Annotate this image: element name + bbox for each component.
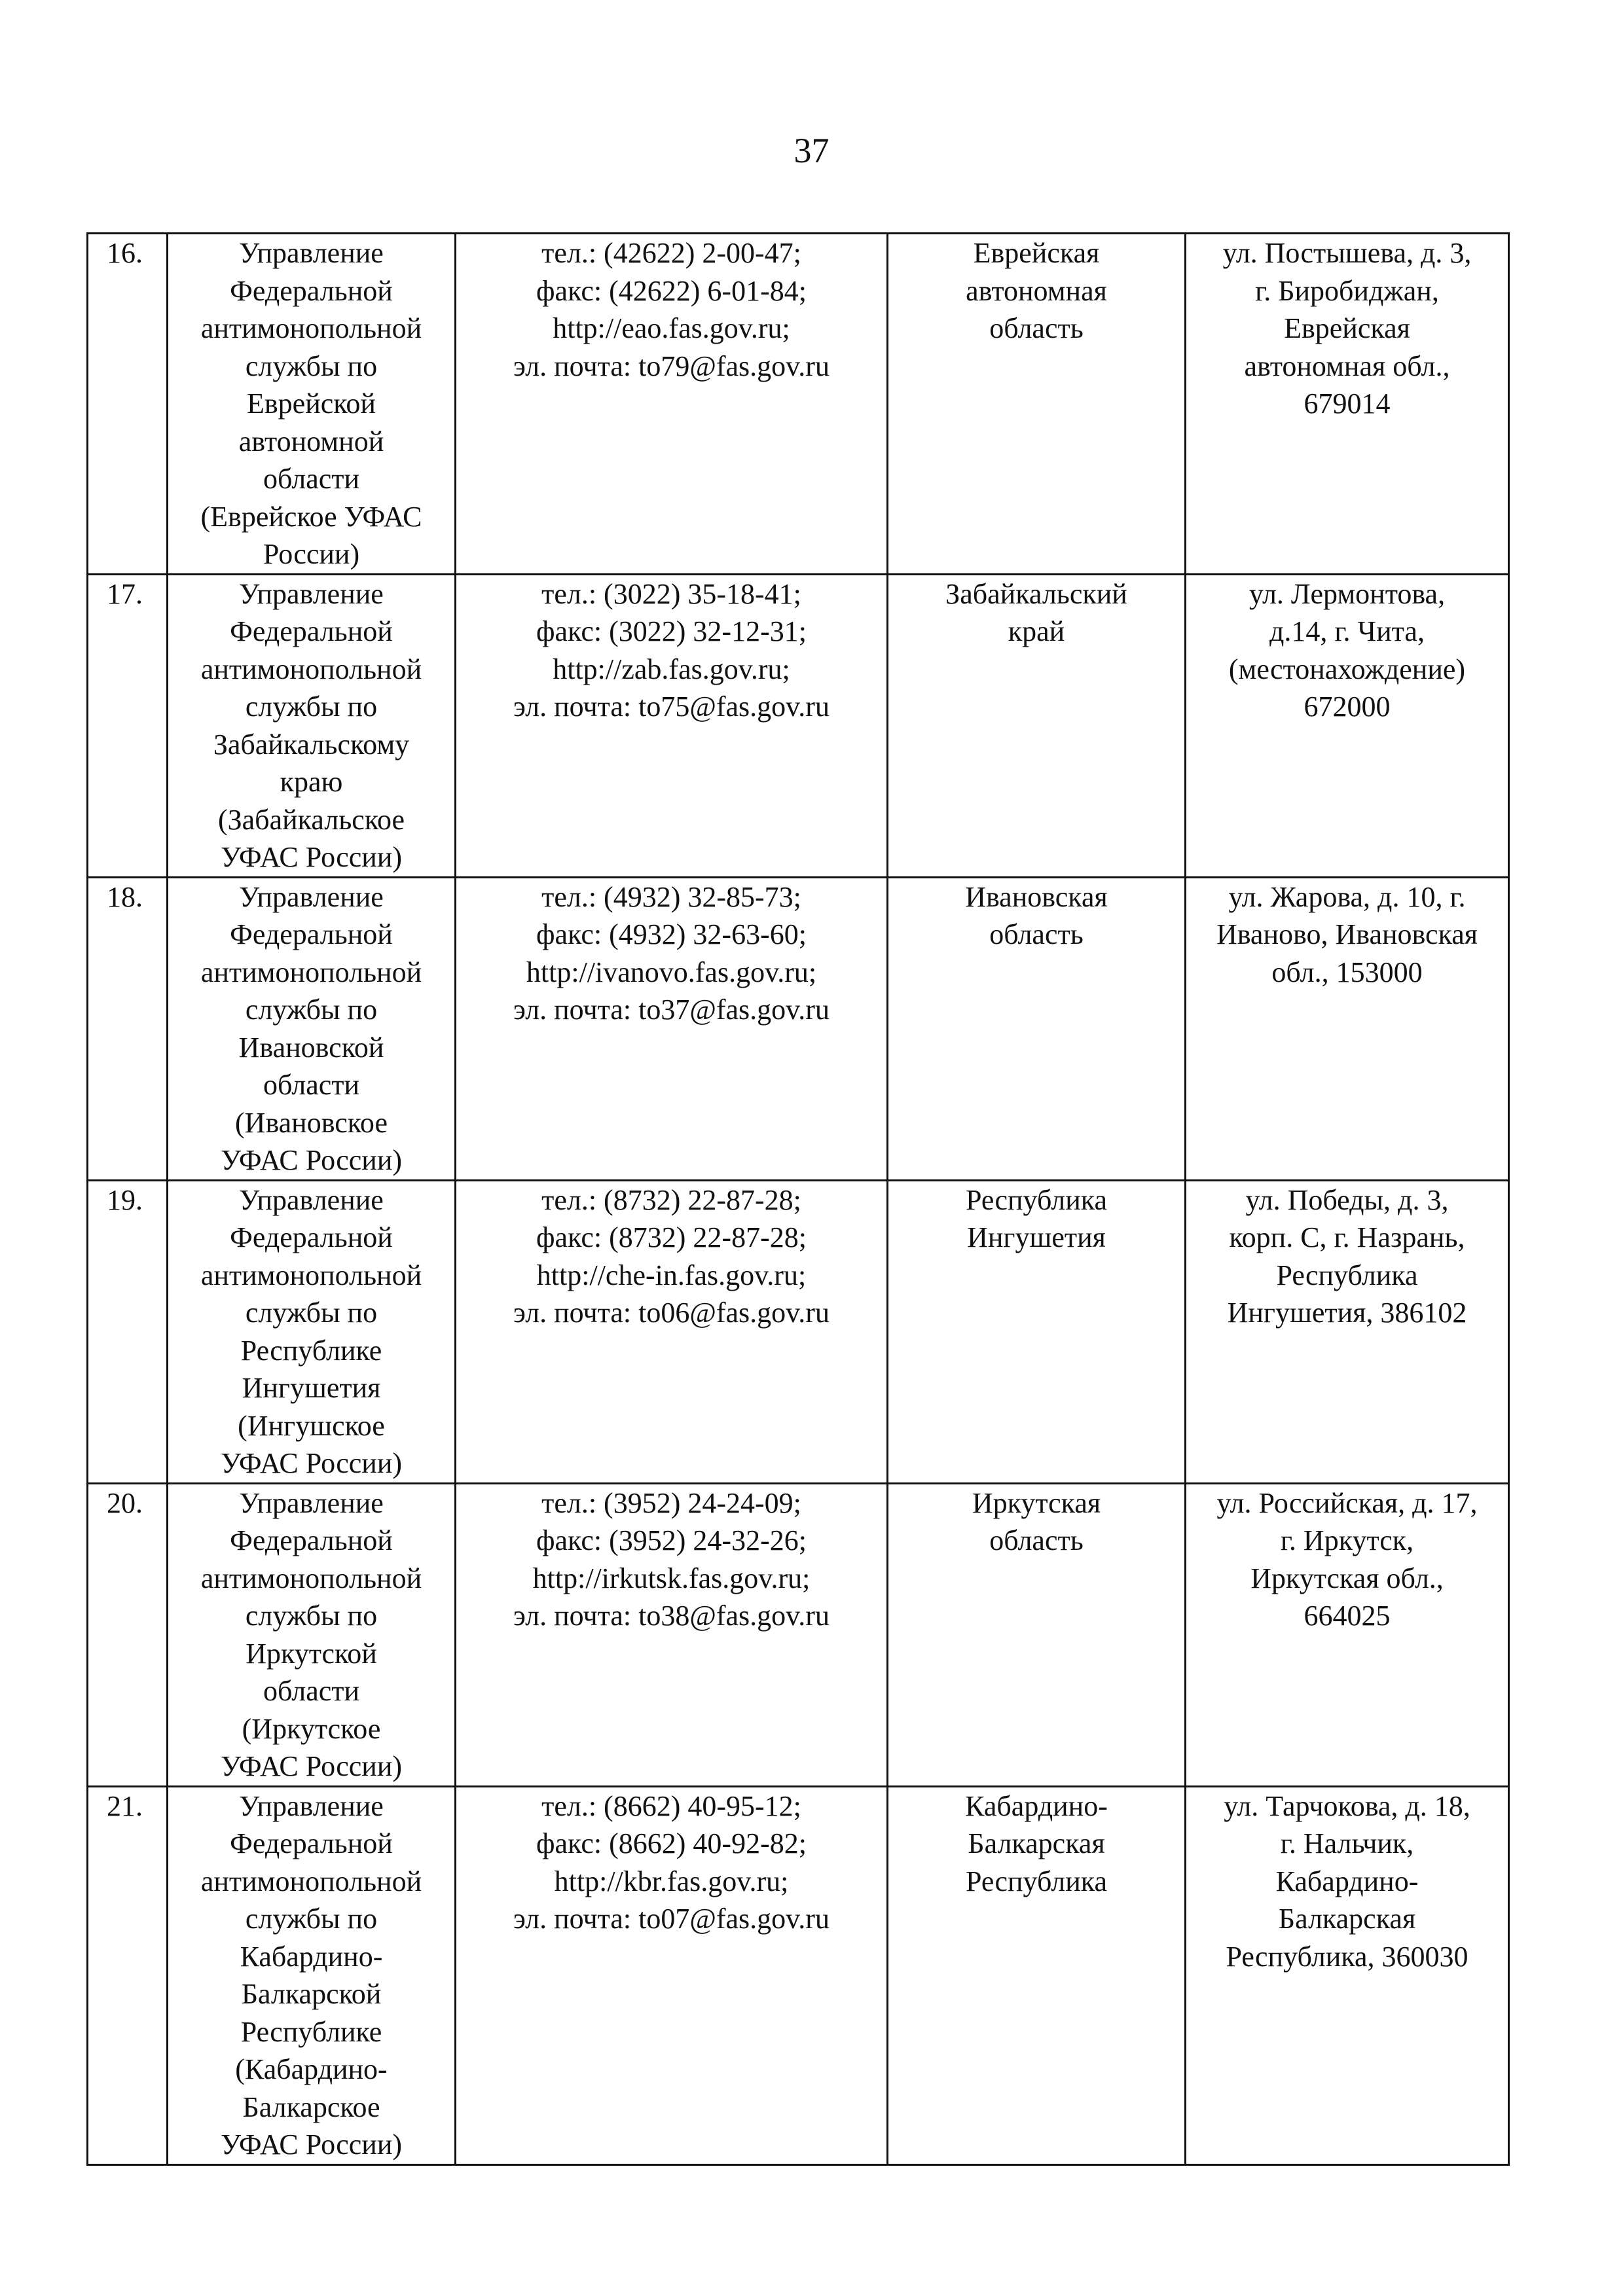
office-name-line: (Кабардино- bbox=[235, 2053, 388, 2085]
fas-offices-table bbox=[86, 232, 1510, 2166]
region-cell bbox=[888, 1483, 1186, 1786]
address-line: ул. Лермонтова, bbox=[1249, 577, 1446, 610]
office-name-line: (Ингушское bbox=[238, 1409, 385, 1442]
office-name-cell bbox=[168, 1483, 456, 1786]
office-name-line: Управление bbox=[239, 1486, 384, 1519]
address-line: (местонахождение) bbox=[1228, 653, 1466, 685]
office-name-line: Ингушетия bbox=[242, 1372, 381, 1404]
region-line: край bbox=[1008, 615, 1065, 647]
office-name-line: Забайкальскому bbox=[213, 728, 410, 761]
page-number: 37 bbox=[793, 131, 830, 170]
office-name-line: Ивановской bbox=[238, 1031, 384, 1064]
office-name-line: (Ивановское bbox=[235, 1106, 388, 1139]
table-row bbox=[88, 1483, 1509, 1786]
address-line: 672000 bbox=[1304, 691, 1391, 723]
office-name-line: Федеральной bbox=[230, 1221, 393, 1253]
office-name-line: краю bbox=[280, 766, 343, 798]
address-line: д.14, г. Чита, bbox=[1269, 615, 1425, 647]
row-number: 21. bbox=[88, 1786, 168, 2164]
region-cell bbox=[888, 877, 1186, 1180]
office-name-line: службы по bbox=[245, 691, 378, 723]
region-line: область bbox=[989, 1524, 1084, 1556]
region-line: Еврейская bbox=[973, 237, 1100, 269]
website-link: http://eao.fas.gov.ru; bbox=[553, 312, 790, 344]
office-name-line: области bbox=[263, 1069, 360, 1101]
website-link: http://kbr.fas.gov.ru; bbox=[554, 1865, 789, 1897]
office-name-cell bbox=[168, 574, 456, 877]
office-name-line: Республике bbox=[240, 2015, 382, 2048]
table-row bbox=[88, 1786, 1509, 2164]
address-line: Еврейская bbox=[1284, 312, 1410, 344]
office-name-line: области bbox=[263, 1675, 360, 1707]
office-name-line: Балкарской bbox=[241, 1978, 382, 2010]
office-name-line: УФАС России) bbox=[220, 841, 403, 873]
office-name-line: антимонопольной bbox=[200, 956, 422, 988]
address-cell bbox=[1186, 1786, 1509, 2164]
address-line: 679014 bbox=[1304, 387, 1391, 420]
region-line: область bbox=[989, 918, 1084, 950]
address-line: Иваново, Ивановская bbox=[1216, 918, 1478, 950]
contacts-cell bbox=[456, 877, 888, 1180]
office-name-line: (Еврейское УФАС bbox=[200, 500, 422, 533]
address-line: корп. С, г. Назрань, bbox=[1229, 1221, 1465, 1253]
office-name-line: Балкарское bbox=[242, 2090, 380, 2123]
office-name-line: Федеральной bbox=[230, 918, 393, 950]
office-name-line: УФАС России) bbox=[220, 1750, 403, 1782]
website-link: http://ivanovo.fas.gov.ru; bbox=[526, 956, 817, 988]
office-name-line: антимонопольной bbox=[200, 653, 422, 685]
office-name-line: автономной bbox=[238, 425, 384, 457]
office-name-line: (Забайкальское bbox=[217, 803, 405, 836]
table-row bbox=[88, 234, 1509, 575]
office-name-line: УФАС России) bbox=[220, 1144, 403, 1176]
phone-line: тел.: (42622) 2-00-47; bbox=[541, 237, 801, 269]
office-name-line: службы по bbox=[245, 1903, 378, 1935]
address-cell bbox=[1186, 1180, 1509, 1483]
office-name-line: службы по bbox=[245, 1297, 378, 1329]
address-cell bbox=[1186, 1483, 1509, 1786]
row-number: 20. bbox=[88, 1483, 168, 1786]
office-name-line: Федеральной bbox=[230, 1524, 393, 1556]
office-name-line: антимонопольной bbox=[200, 1562, 422, 1594]
region-line: Республика bbox=[965, 1865, 1108, 1897]
office-name-line: (Иркутское bbox=[242, 1712, 381, 1745]
email-line: эл. почта: to06@fas.gov.ru bbox=[513, 1297, 830, 1329]
address-line: ул. Тарчокова, д. 18, bbox=[1224, 1789, 1470, 1822]
table-row bbox=[88, 574, 1509, 877]
address-cell bbox=[1186, 877, 1509, 1180]
office-name-line: Иркутской bbox=[246, 1637, 377, 1670]
office-name-line: Управление bbox=[239, 237, 384, 269]
region-cell bbox=[888, 1786, 1186, 2164]
region-line: Республика bbox=[965, 1183, 1108, 1216]
contacts-cell bbox=[456, 1483, 888, 1786]
address-line: Балкарская bbox=[1278, 1903, 1416, 1935]
office-name-line: антимонопольной bbox=[200, 1259, 422, 1291]
region-cell bbox=[888, 1180, 1186, 1483]
region-line: Кабардино- bbox=[965, 1789, 1108, 1822]
fax-line: факс: (8662) 40-92-82; bbox=[536, 1827, 807, 1859]
region-line: автономная bbox=[966, 274, 1107, 307]
phone-line: тел.: (3952) 24-24-09; bbox=[541, 1486, 801, 1519]
fax-line: факс: (4932) 32-63-60; bbox=[536, 918, 807, 950]
contacts-cell bbox=[456, 1786, 888, 2164]
fax-line: факс: (8732) 22-87-28; bbox=[536, 1221, 807, 1253]
row-number: 17. bbox=[88, 574, 168, 877]
table-row bbox=[88, 877, 1509, 1180]
address-line: г. Биробиджан, bbox=[1255, 274, 1439, 307]
contacts-cell bbox=[456, 234, 888, 575]
region-line: Иркутская bbox=[972, 1486, 1101, 1519]
office-name-line: Федеральной bbox=[230, 615, 393, 647]
address-line: ул. Победы, д. 3, bbox=[1245, 1183, 1449, 1216]
address-line: ул. Российская, д. 17, bbox=[1216, 1486, 1478, 1519]
office-name-line: Управление bbox=[239, 577, 384, 610]
office-name-line: УФАС России) bbox=[220, 2128, 403, 2161]
address-line: автономная обл., bbox=[1244, 350, 1450, 382]
region-line: Ивановская bbox=[965, 880, 1108, 913]
website-link: http://zab.fas.gov.ru; bbox=[553, 653, 790, 685]
website-link: http://che-in.fas.gov.ru; bbox=[536, 1259, 807, 1291]
office-name-cell bbox=[168, 1786, 456, 2164]
address-line: г. Иркутск, bbox=[1280, 1524, 1414, 1556]
office-name-line: УФАС России) bbox=[220, 1447, 403, 1479]
table-row bbox=[88, 1180, 1509, 1483]
region-line: Забайкальский bbox=[945, 577, 1127, 610]
row-number: 19. bbox=[88, 1180, 168, 1483]
address-line: ул. Жарова, д. 10, г. bbox=[1228, 880, 1466, 913]
office-name-line: Управление bbox=[239, 880, 384, 913]
office-name-line: Еврейской bbox=[247, 387, 376, 420]
office-name-line: службы по bbox=[245, 994, 378, 1026]
region-cell bbox=[888, 574, 1186, 877]
address-line: Республика, 360030 bbox=[1226, 1940, 1468, 1973]
contacts-cell bbox=[456, 574, 888, 877]
office-name-cell bbox=[168, 877, 456, 1180]
office-name-line: Управление bbox=[239, 1183, 384, 1216]
office-name-line: Управление bbox=[239, 1789, 384, 1822]
phone-line: тел.: (8662) 40-95-12; bbox=[541, 1789, 801, 1822]
fax-line: факс: (3022) 32-12-31; bbox=[536, 615, 807, 647]
phone-line: тел.: (8732) 22-87-28; bbox=[541, 1183, 801, 1216]
region-line: Балкарская bbox=[968, 1827, 1105, 1859]
address-cell bbox=[1186, 234, 1509, 575]
region-cell bbox=[888, 234, 1186, 575]
address-line: Иркутская обл., bbox=[1250, 1562, 1444, 1594]
contacts-cell bbox=[456, 1180, 888, 1483]
office-name-line: антимонопольной bbox=[200, 1865, 422, 1897]
fax-line: факс: (3952) 24-32-26; bbox=[536, 1524, 807, 1556]
office-name-line: Федеральной bbox=[230, 1827, 393, 1859]
fax-line: факс: (42622) 6-01-84; bbox=[536, 274, 807, 307]
office-name-line: Кабардино- bbox=[240, 1940, 383, 1973]
address-line: Кабардино- bbox=[1275, 1865, 1419, 1897]
region-line: Ингушетия bbox=[967, 1221, 1106, 1253]
office-name-line: службы по bbox=[245, 1600, 378, 1632]
address-line: обл., 153000 bbox=[1271, 956, 1423, 988]
region-line: область bbox=[989, 312, 1084, 344]
website-link: http://irkutsk.fas.gov.ru; bbox=[532, 1562, 811, 1594]
office-name-line: России) bbox=[263, 538, 360, 570]
email-line: эл. почта: to37@fas.gov.ru bbox=[513, 994, 830, 1026]
address-line: г. Нальчик, bbox=[1280, 1827, 1414, 1859]
address-line: Ингушетия, 386102 bbox=[1227, 1297, 1467, 1329]
row-number: 18. bbox=[88, 877, 168, 1180]
office-name-line: Республике bbox=[240, 1334, 382, 1367]
office-name-cell bbox=[168, 234, 456, 575]
office-name-line: антимонопольной bbox=[200, 312, 422, 344]
office-name-line: области bbox=[263, 463, 360, 495]
address-line: ул. Постышева, д. 3, bbox=[1222, 237, 1472, 269]
email-line: эл. почта: to75@fas.gov.ru bbox=[513, 691, 830, 723]
office-name-line: Федеральной bbox=[230, 274, 393, 307]
phone-line: тел.: (3022) 35-18-41; bbox=[541, 577, 801, 610]
phone-line: тел.: (4932) 32-85-73; bbox=[541, 880, 801, 913]
row-number: 16. bbox=[88, 234, 168, 575]
email-line: эл. почта: to38@fas.gov.ru bbox=[513, 1600, 830, 1632]
email-line: эл. почта: to79@fas.gov.ru bbox=[513, 350, 830, 382]
address-line: Республика bbox=[1276, 1259, 1418, 1291]
office-name-line: службы по bbox=[245, 350, 378, 382]
office-name-cell bbox=[168, 1180, 456, 1483]
email-line: эл. почта: to07@fas.gov.ru bbox=[513, 1903, 830, 1935]
address-line: 664025 bbox=[1304, 1600, 1391, 1632]
address-cell bbox=[1186, 574, 1509, 877]
